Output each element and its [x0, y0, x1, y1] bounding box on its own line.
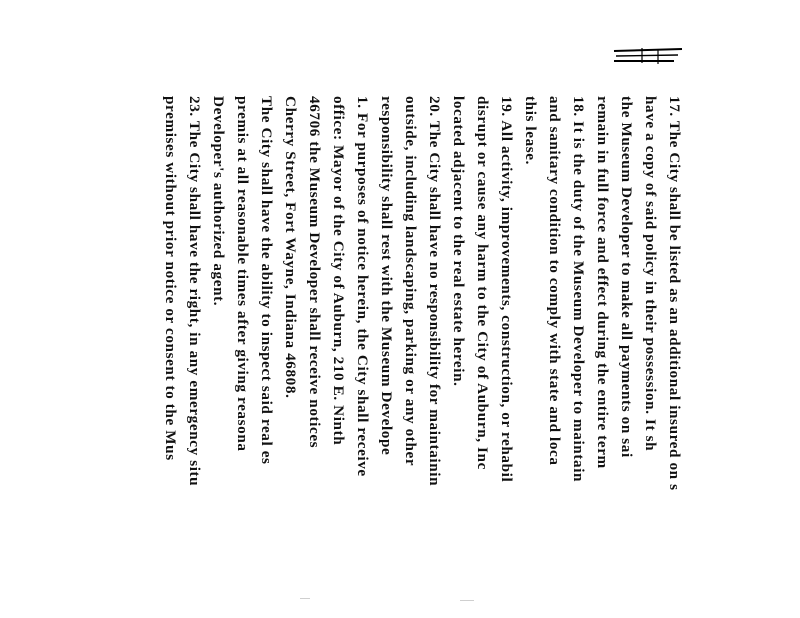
paragraph-23-line-1: 23. The City shall have the right, in any emergency situ	[186, 96, 203, 487]
paragraph-21-line-3: 46706 the Museum Developer shall receive notices	[306, 96, 323, 449]
paragraph-21-line-1: 1. For purposes of notice herein, the City shall receive	[354, 96, 371, 477]
scan-speck	[300, 598, 310, 599]
document-text-block	[162, 96, 683, 618]
paragraph-22-line-2: premis at all reasonable times after giving reasona	[234, 96, 251, 452]
paragraph-21-line-2: office: Mayor of the City of Auburn, 210 E. Ninth	[330, 96, 347, 446]
paragraph-21-line-4: Cherry Street, Fort Wayne, Indiana 46808.	[282, 96, 299, 399]
paragraph-22-line-1: The City shall have the ability to inspect said real es	[258, 96, 275, 465]
paragraph-17-line-4: remain in full force and effect during the entire term	[594, 96, 611, 469]
paragraph-18-line-3: this lease.	[522, 96, 539, 166]
paragraph-19-line-1: 19. All activity, improvements, construction, or rehabil	[498, 96, 515, 483]
paragraph-20-line-3: responsibility shall rest with the Museum Develope	[378, 96, 395, 456]
paragraph-22-line-3: Developer's authorized agent.	[210, 96, 227, 307]
paragraph-19-line-3: located adjacent to the real estate herein.	[450, 96, 467, 387]
paragraph-17-line-3: the Museum Developer to make all payments on sai	[618, 96, 635, 458]
paragraph-17-line-2: have a copy of said policy in their possession. It sh	[642, 96, 659, 452]
paragraph-20-line-1: 20. The City shall have no responsibility for maintainin	[426, 96, 443, 487]
page-mark-icon	[612, 46, 684, 66]
paragraph-20-line-2: outside, including landscaping, parking or any other	[402, 96, 419, 467]
paragraph-19-line-2: disrupt or cause any harm to the City of Auburn, Inc	[474, 96, 491, 470]
paragraph-18-line-1: 18. It is the duty of the Museum Developer to maintain	[570, 96, 587, 483]
paragraph-18-line-2: and sanitary condition to comply with state and loca	[546, 96, 563, 466]
paragraph-17-line-1: 17. The City shall be listed as an additional insured on s	[666, 96, 683, 491]
paragraph-23-line-2: premises without prior notice or consent to the Mus	[162, 96, 179, 461]
scan-speck	[460, 600, 474, 601]
